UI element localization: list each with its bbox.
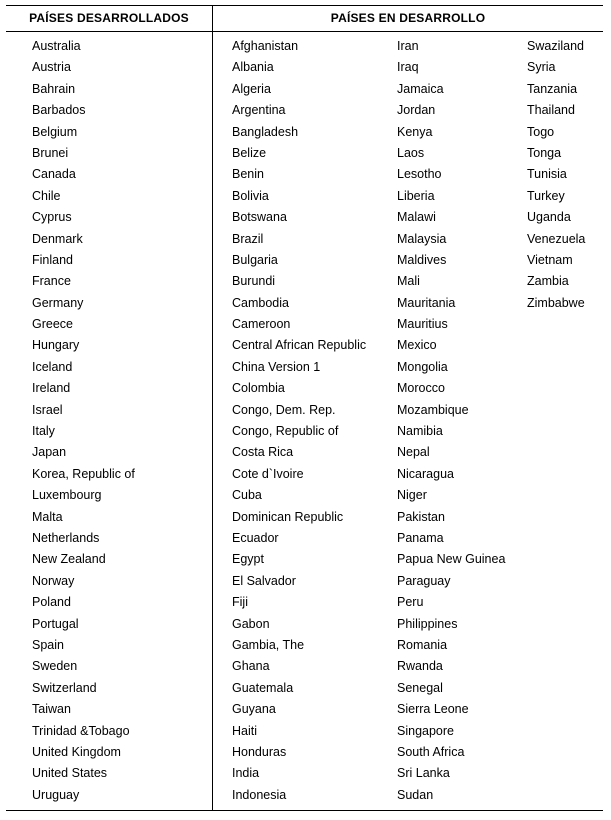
country-item: Finland xyxy=(32,252,73,267)
country-item: Malawi xyxy=(397,210,436,225)
country-item: Ireland xyxy=(32,381,71,396)
country-item: Portugal xyxy=(32,616,79,631)
country-item: Bolivia xyxy=(232,188,269,203)
country-item: Dominican Republic xyxy=(232,509,344,524)
country-item: Japan xyxy=(32,445,67,460)
country-item: Fiji xyxy=(232,595,248,610)
country-item: Sweden xyxy=(32,659,78,674)
country-item: Belize xyxy=(232,145,267,160)
country-item: Maldives xyxy=(397,252,447,267)
country-item: Uganda xyxy=(527,210,571,225)
country-item: Mexico xyxy=(397,338,437,353)
country-item: Syria xyxy=(527,60,556,75)
country-item: Korea, Republic of xyxy=(32,466,135,481)
country-item: Norway xyxy=(32,573,75,588)
country-item: Venezuela xyxy=(527,231,586,246)
country-item: Togo xyxy=(527,124,555,139)
country-item: Liberia xyxy=(397,188,435,203)
country-item: Sudan xyxy=(397,787,434,802)
country-item: Namibia xyxy=(397,424,443,439)
header-developed: PAÍSES DESARROLLADOS xyxy=(29,11,189,25)
country-item: Malaysia xyxy=(397,231,447,246)
country-item: Uruguay xyxy=(32,787,80,802)
country-item: United States xyxy=(32,766,108,781)
country-item: Switzerland xyxy=(32,680,97,695)
country-item: Hungary xyxy=(32,338,80,353)
country-item: Austria xyxy=(32,60,71,75)
country-item: Haiti xyxy=(232,723,258,738)
country-item: United Kingdom xyxy=(32,744,121,759)
country-item: Burundi xyxy=(232,274,276,289)
country-item: Ghana xyxy=(232,659,270,674)
country-item: Denmark xyxy=(32,231,83,246)
country-item: Albania xyxy=(232,60,274,75)
country-item: Algeria xyxy=(232,81,271,96)
countries-table xyxy=(6,5,603,811)
country-item: Guyana xyxy=(232,702,276,717)
country-item: Peru xyxy=(397,595,424,610)
country-item: Vietnam xyxy=(527,252,573,267)
country-item: Italy xyxy=(32,424,55,439)
bottom-rule xyxy=(6,810,603,811)
country-item: Brazil xyxy=(232,231,264,246)
country-item: New Zealand xyxy=(32,552,106,567)
country-item: Cuba xyxy=(232,488,262,503)
country-item: Israel xyxy=(32,402,63,417)
country-item: Cameroon xyxy=(232,317,291,332)
country-item: Bulgaria xyxy=(232,252,278,267)
country-item: Luxembourg xyxy=(32,488,102,503)
country-item: Central African Republic xyxy=(232,338,367,353)
country-item: Egypt xyxy=(232,552,264,567)
header-developing: PAÍSES EN DESARROLLO xyxy=(330,11,486,25)
country-item: Greece xyxy=(32,317,73,332)
country-item: Mauritius xyxy=(397,317,448,332)
country-item: Philippines xyxy=(397,616,458,631)
country-item: Thailand xyxy=(527,103,575,118)
country-item: Mozambique xyxy=(397,402,469,417)
country-item: Malta xyxy=(32,509,63,524)
country-item: Spain xyxy=(32,637,64,652)
country-item: Tonga xyxy=(527,145,562,160)
country-item: Taiwan xyxy=(32,702,71,717)
country-item: Gabon xyxy=(232,616,270,631)
country-item: Congo, Dem. Rep. xyxy=(232,402,336,417)
country-item: Romania xyxy=(397,637,448,652)
country-item: Iran xyxy=(397,39,419,53)
country-item: El Salvador xyxy=(232,573,296,588)
country-item: Netherlands xyxy=(32,530,100,545)
country-item: Nicaragua xyxy=(397,466,454,481)
country-item: Iraq xyxy=(397,60,419,75)
country-item: Poland xyxy=(32,595,71,610)
country-item: Guatemala xyxy=(232,680,294,695)
country-item: Cote d`Ivoire xyxy=(232,466,304,481)
country-item: Congo, Republic of xyxy=(232,424,339,439)
country-item: Singapore xyxy=(397,723,454,738)
country-item: Australia xyxy=(32,39,81,53)
country-item: Mongolia xyxy=(397,359,448,374)
country-item: Swaziland xyxy=(527,39,584,53)
country-item: Paraguay xyxy=(397,573,451,588)
country-item: Panama xyxy=(397,530,444,545)
country-item: Mali xyxy=(397,274,420,289)
country-item: Costa Rica xyxy=(232,445,294,460)
country-item: Zambia xyxy=(527,274,569,289)
country-item: Rwanda xyxy=(397,659,443,674)
country-item: Benin xyxy=(232,167,264,182)
country-item: Chile xyxy=(32,188,61,203)
country-item: Trinidad &Tobago xyxy=(32,723,130,738)
header-rule xyxy=(6,31,603,32)
developed-list xyxy=(32,36,135,806)
country-item: Lesotho xyxy=(397,167,442,182)
developing-list-1 xyxy=(232,36,366,806)
country-item: Cyprus xyxy=(32,210,72,225)
country-item: Mauritania xyxy=(397,295,456,310)
country-item: Tanzania xyxy=(527,81,578,96)
country-item: Sierra Leone xyxy=(397,702,469,717)
country-item: Turkey xyxy=(527,188,565,203)
country-item: Morocco xyxy=(397,381,445,396)
country-item: Bahrain xyxy=(32,81,76,96)
country-item: Belgium xyxy=(32,124,78,139)
country-item: Jordan xyxy=(397,103,436,118)
country-item: China Version 1 xyxy=(232,359,321,374)
country-item: Senegal xyxy=(397,680,443,695)
country-item: Indonesia xyxy=(232,787,287,802)
country-item: Colombia xyxy=(232,381,285,396)
country-item: Canada xyxy=(32,167,76,182)
country-item: Niger xyxy=(397,488,427,503)
country-item: India xyxy=(232,766,260,781)
country-item: Bangladesh xyxy=(232,124,299,139)
country-item: Gambia, The xyxy=(232,637,305,652)
country-item: Pakistan xyxy=(397,509,445,524)
country-item: Ecuador xyxy=(232,530,279,545)
country-item: Argentina xyxy=(232,103,286,118)
country-item: Tunisia xyxy=(527,167,567,182)
country-item: Brunei xyxy=(32,145,69,160)
country-item: Barbados xyxy=(32,103,86,118)
country-item: Sri Lanka xyxy=(397,766,450,781)
country-item: Botswana xyxy=(232,210,287,225)
column-divider xyxy=(212,5,213,811)
country-item: Cambodia xyxy=(232,295,289,310)
country-item: Laos xyxy=(397,145,425,160)
country-item: Afghanistan xyxy=(232,39,299,53)
country-item: Nepal xyxy=(397,445,430,460)
country-item: Papua New Guinea xyxy=(397,552,506,567)
country-item: Jamaica xyxy=(397,81,444,96)
country-item: Honduras xyxy=(232,744,287,759)
country-item: Zimbabwe xyxy=(527,295,585,310)
country-item: Germany xyxy=(32,295,84,310)
developing-list-3 xyxy=(527,36,585,314)
country-item: Iceland xyxy=(32,359,73,374)
country-item: Kenya xyxy=(397,124,433,139)
developing-list-2 xyxy=(397,36,505,806)
country-item: South Africa xyxy=(397,744,465,759)
country-item: France xyxy=(32,274,71,289)
